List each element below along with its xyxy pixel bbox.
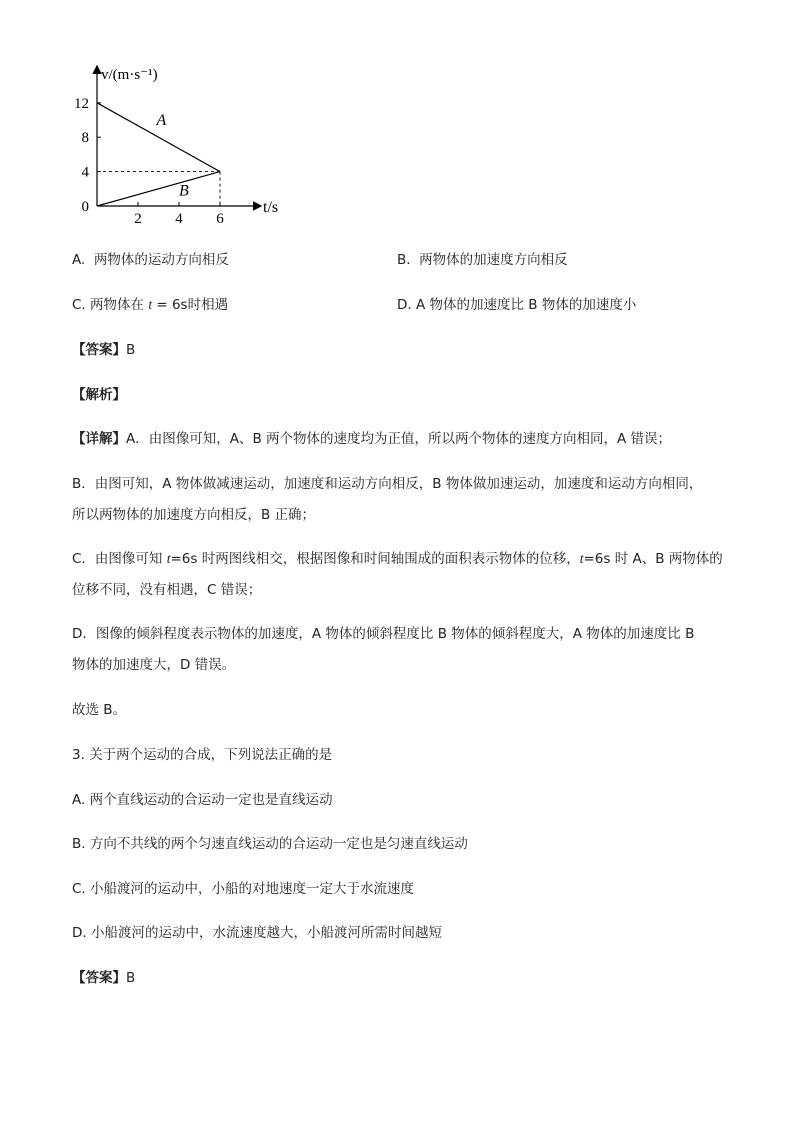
detail-d-line2: 物体的加速度大，D 错误。 bbox=[72, 657, 236, 673]
option-c-t: t bbox=[148, 297, 153, 312]
q3-option-d: D. 小船渡河的运动中，水流速度越大，小船渡河所需时间越短 bbox=[72, 925, 442, 941]
option-d bbox=[397, 293, 636, 313]
option-b-letter: B. bbox=[397, 252, 411, 268]
detail-c-pre: C．由图像可知 bbox=[72, 551, 167, 567]
answer2-value: B bbox=[126, 970, 136, 986]
q3-option-b: B. 方向不共线的两个匀速直线运动的合运动一定也是匀速直线运动 bbox=[72, 836, 468, 852]
x-tick-label: 2 bbox=[134, 211, 142, 227]
option-c-suffix: 时相遇 bbox=[187, 297, 229, 313]
option-c-eq: = 6s bbox=[152, 297, 188, 313]
x-tick-label: 4 bbox=[175, 211, 183, 227]
option-b-text: 两物体的加速度方向相反 bbox=[419, 252, 568, 268]
y-tick-label: 8 bbox=[81, 130, 89, 147]
detail-tag: 【详解】 bbox=[72, 431, 126, 447]
series-label-B: B bbox=[179, 182, 189, 200]
conclusion: 故选 B。 bbox=[72, 702, 127, 718]
detail-a-text: A．由图像可知，A、B 两个物体的速度均为正值，所以两个物体的速度方向相同，A 错误； bbox=[126, 431, 672, 447]
option-a bbox=[72, 248, 229, 268]
answer-value: B bbox=[126, 342, 136, 358]
option-c bbox=[72, 293, 228, 313]
detail-a bbox=[72, 427, 671, 447]
y-tick-label: 12 bbox=[74, 95, 89, 112]
detail-c-line2: 位移不同，没有相遇，C 错误； bbox=[72, 582, 262, 598]
answer-1 bbox=[72, 338, 135, 358]
y-tick-label: 0 bbox=[81, 199, 89, 215]
q3-option-a: A. 两个直线运动的合运动一定也是直线运动 bbox=[72, 792, 333, 808]
detail-d-line1: D．图像的倾斜程度表示物体的加速度，A 物体的倾斜程度比 B 物体的倾斜程度大，A 物体的加速度比 B bbox=[72, 626, 695, 642]
detail-c-post: =6s 时 A、B 两物体的 bbox=[583, 551, 723, 567]
option-a-text: 两物体的运动方向相反 bbox=[93, 252, 229, 268]
detail-b-line1: B．由图可知，A 物体做减速运动，加速度和运动方向相反，B 物体做加速运动，加速度和运动方向相同， bbox=[72, 476, 703, 492]
detail-b-line2: 所以两物体的加速度方向相反，B 正确； bbox=[72, 507, 316, 523]
answer-tag: 【答案】 bbox=[72, 342, 126, 358]
y-tick-label: 4 bbox=[81, 164, 89, 181]
detail-c-mid: =6s 时两图线相交，根据图像和时间轴围成的面积表示物体的位移， bbox=[170, 551, 580, 567]
q3-stem: 3. 关于两个运动的合成，下列说法正确的是 bbox=[72, 747, 333, 763]
analysis-tag: 【解析】 bbox=[72, 387, 126, 403]
series-line-B bbox=[97, 172, 220, 206]
detail-c-line1 bbox=[72, 547, 723, 567]
answer-2 bbox=[72, 966, 135, 986]
series-label-A: A bbox=[156, 112, 167, 130]
option-d-text: D. A 物体的加速度比 B 物体的加速度小 bbox=[397, 297, 637, 313]
q3-option-c: C. 小船渡河的运动中，小船的对地速度一定大于水流速度 bbox=[72, 881, 415, 897]
x-tick-label: 6 bbox=[216, 211, 224, 227]
option-c-prefix: C. 两物体在 bbox=[72, 297, 145, 313]
option-b bbox=[397, 248, 568, 268]
velocity-time-graph bbox=[60, 55, 300, 230]
detail-c-t: t bbox=[166, 551, 171, 566]
answer2-tag: 【答案】 bbox=[72, 970, 126, 986]
x-axis-label: t/s bbox=[263, 199, 279, 216]
option-a-letter: A. bbox=[72, 252, 86, 268]
y-axis-label: v/(m·s⁻¹) bbox=[101, 67, 158, 83]
chart-marks bbox=[97, 103, 220, 206]
detail-c-t2: t bbox=[579, 551, 584, 566]
